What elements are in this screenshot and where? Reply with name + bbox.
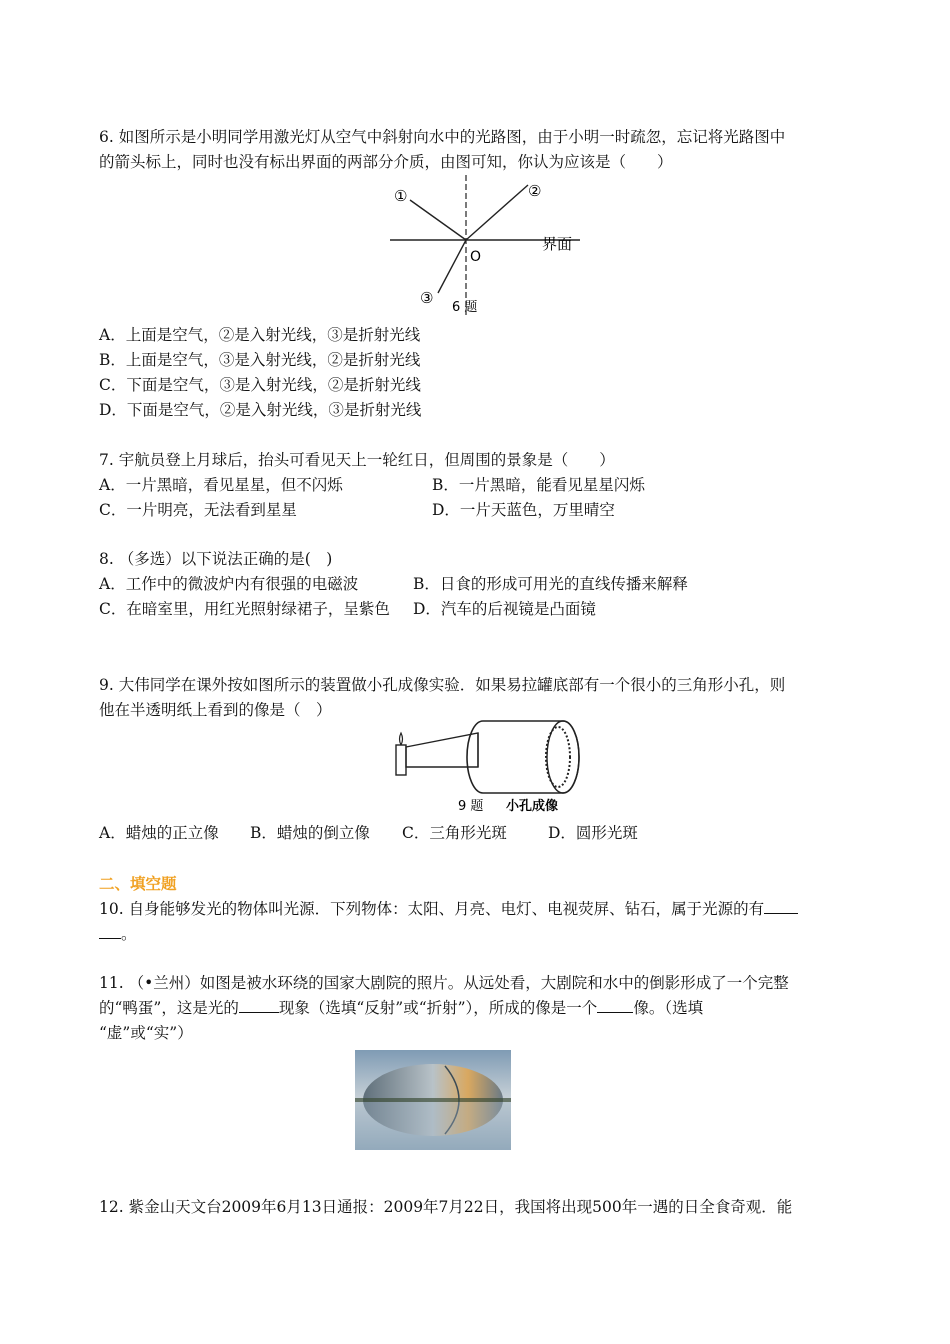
q6-option-a: A．上面是空气，②是入射光线，③是折射光线 [99, 326, 421, 344]
q8-option-a: A．工作中的微波炉内有很强的电磁波 [99, 575, 359, 593]
q11-answer-blank-1[interactable] [239, 996, 279, 1013]
q11-national-theater-photo [355, 1050, 511, 1150]
q9-figure-caption-number: 9 题 [458, 799, 484, 814]
q9-option-d: D．圆形光斑 [548, 824, 638, 842]
q6-option-c: C．下面是空气，③是入射光线，②是折射光线 [99, 376, 421, 394]
q6-option-d: D．下面是空气，②是入射光线，③是折射光线 [99, 401, 422, 419]
q8-option-c: C．在暗室里，用红光照射绿裙子，呈紫色 [99, 600, 390, 618]
q9-stem-line1: 9. 大伟同学在课外按如图所示的装置做小孔成像实验．如果易拉罐底部有一个很小的三角形小孔，则 [99, 676, 786, 694]
q11-text-b: 现象（选填“反射”或“折射”），所成的像是一个 [278, 999, 598, 1017]
q7-option-c: C．一片明亮，无法看到星星 [99, 501, 297, 519]
q10-stem-end: 。 [121, 925, 137, 943]
q10-stem-line2 [99, 922, 137, 946]
q7-option-d: D．一片天蓝色，万里晴空 [432, 501, 615, 519]
section-heading-fill-blank: 二、填空题 [99, 875, 177, 893]
q6-ray3-label: ③ [420, 289, 434, 307]
q7-option-a: A．一片黑暗，看见星星，但不闪烁 [99, 476, 343, 494]
q10-stem-text: 10. 自身能够发光的物体叫光源．下列物体：太阳、月亮、电灯、电视荧屏、钻石，属于光源的有 [99, 900, 765, 918]
q6-option-b: B．上面是空气，③是入射光线，②是折射光线 [99, 351, 421, 369]
q6-stem-line2: 的箭头标上，同时也没有标出界面的两部分介质，由图可知，你认为应该是（ ） [99, 153, 673, 171]
q11-answer-blank-2[interactable] [597, 996, 633, 1013]
q6-light-path-figure [380, 175, 600, 320]
q9-option-a: A．蜡烛的正立像 [99, 824, 219, 842]
q7-option-b: B．一片黑暗，能看见星星闪烁 [432, 476, 645, 494]
q11-text-c: 像。（选填 [633, 999, 704, 1017]
q11-stem-line2 [99, 996, 703, 1020]
q8-option-d: D．汽车的后视镜是凸面镜 [413, 600, 596, 618]
q6-ray2-label: ② [528, 182, 542, 200]
q8-option-b: B．日食的形成可用光的直线传播来解释 [413, 575, 688, 593]
q10-answer-blank-a[interactable] [764, 897, 798, 914]
q9-option-c: C．三角形光斑 [402, 824, 507, 842]
q11-text-a: 的“鸭蛋”，这是光的 [99, 999, 239, 1017]
q10-stem-line1 [99, 897, 798, 921]
q6-stem-line1: 6. 如图所示是小明同学用激光灯从空气中斜射向水中的光路图，由于小明一时疏忽，忘记将光路图中 [99, 128, 786, 146]
q9-option-b: B．蜡烛的倒立像 [250, 824, 370, 842]
q10-answer-blank-b[interactable] [99, 922, 121, 939]
q6-interface-label: 界面 [542, 235, 573, 253]
q6-ray1-label: ① [394, 187, 408, 205]
q7-stem: 7. 宇航员登上月球后，抬头可看见天上一轮红日，但周围的景象是（ ） [99, 451, 615, 469]
q9-pinhole-figure [388, 715, 598, 820]
q11-stem-line3: “虚”或“实”） [99, 1024, 193, 1042]
q6-origin-label: O [470, 249, 482, 265]
q12-stem-line1: 12. 紫金山天文台2009年6月13日通报：2009年7月22日，我国将出现500年一遇的日全食奇观．能 [99, 1198, 793, 1216]
q9-stem-line2: 他在半透明纸上看到的像是（ ） [99, 701, 332, 719]
q11-stem-line1: 11. （•兰州）如图是被水环绕的国家大剧院的照片。从远处看，大剧院和水中的倒影形成了一个完整 [99, 974, 789, 992]
q8-stem: 8. （多选）以下说法正确的是( ) [99, 550, 333, 568]
q9-figure-caption: 小孔成像 [506, 799, 559, 814]
q6-figure-caption: 6 题 [452, 300, 478, 315]
